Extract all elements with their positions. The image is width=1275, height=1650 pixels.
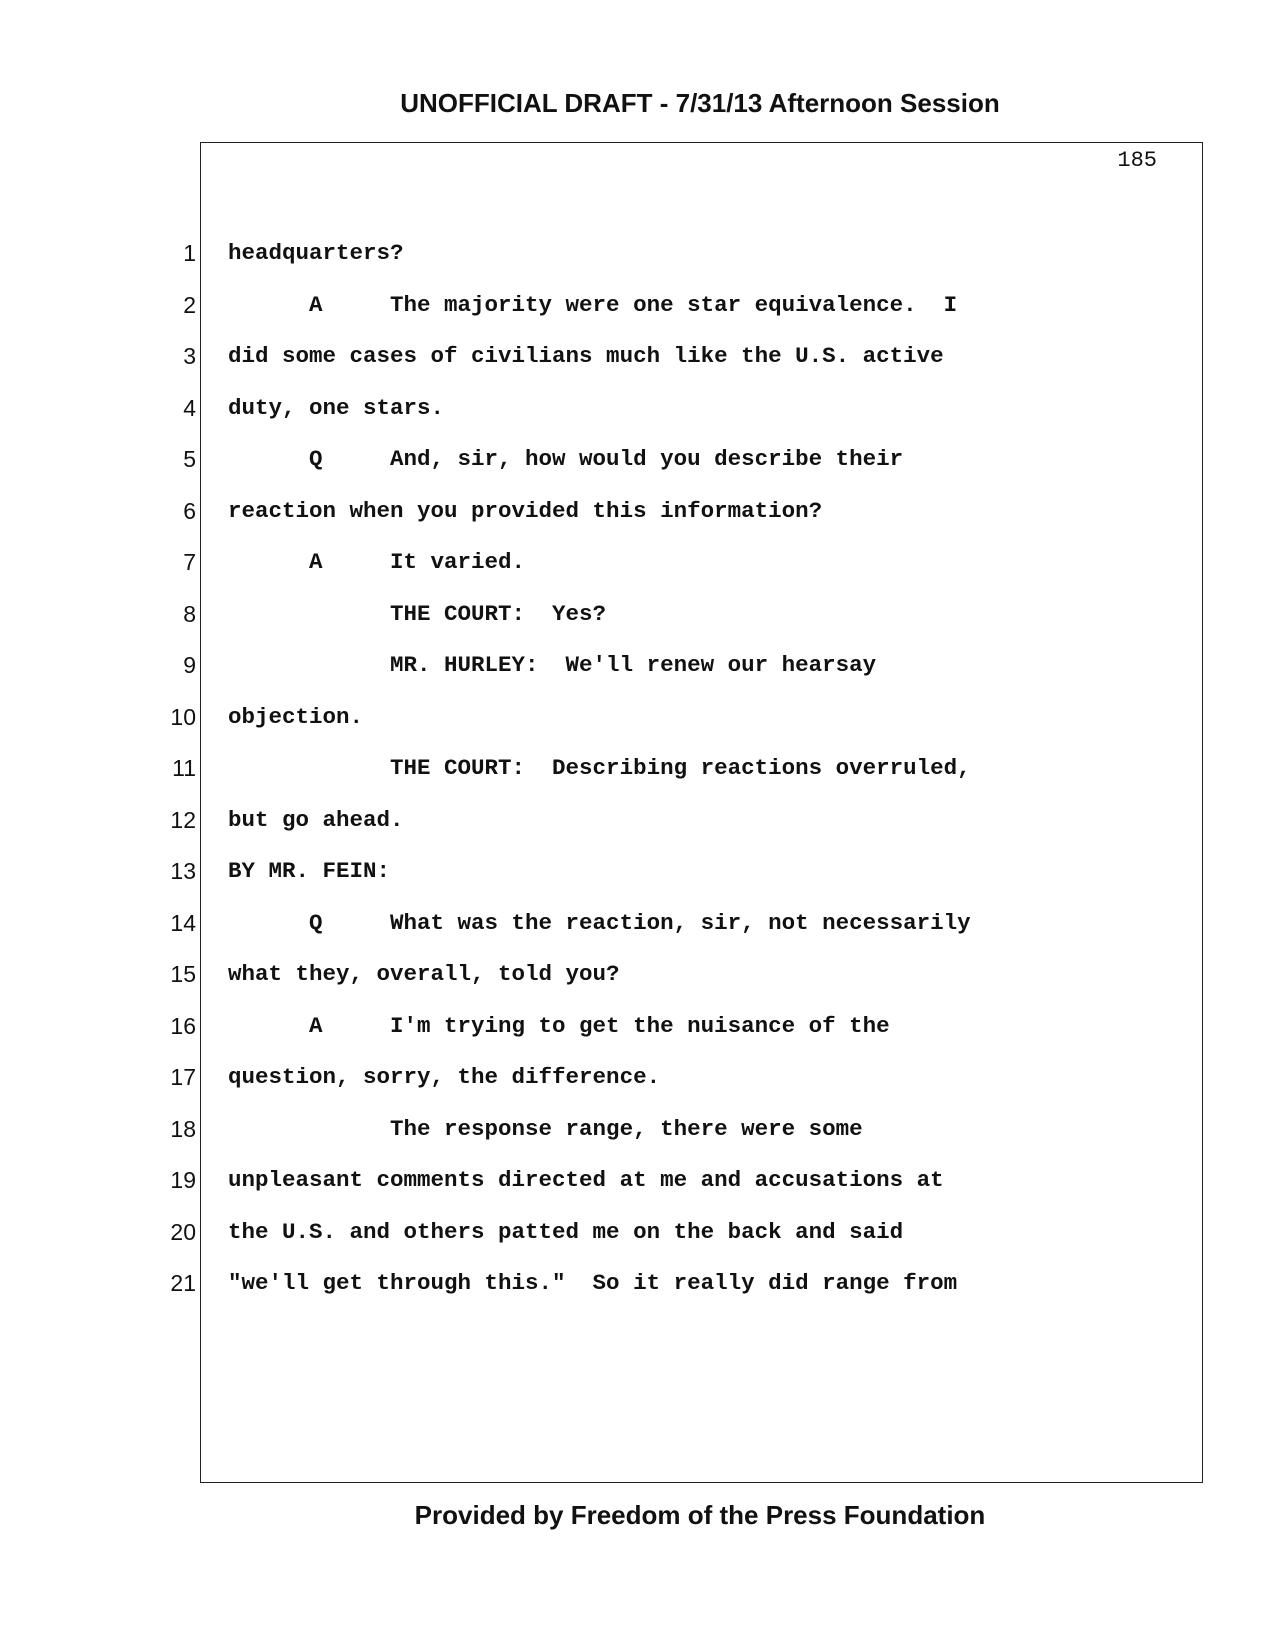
transcript-line [0, 289, 1275, 341]
transcript-line [0, 907, 1275, 959]
transcript-line [0, 1010, 1275, 1062]
line-number: 15 [170, 961, 196, 987]
line-number: 8 [183, 600, 196, 627]
line-number: 7 [183, 549, 196, 575]
line-text: reaction when you provided this information? [228, 497, 823, 524]
transcript-line [0, 701, 1275, 753]
line-number: 6 [183, 497, 196, 524]
line-number: 2 [183, 291, 196, 318]
line-number: 16 [170, 1012, 196, 1039]
line-number: 13 [170, 858, 196, 884]
line-text: Q What was the reaction, sir, not necessarily [228, 909, 971, 936]
transcript-line [0, 649, 1275, 701]
line-number: 10 [170, 703, 196, 730]
line-text: what they, overall, told you? [228, 961, 620, 987]
transcript-line [0, 1164, 1275, 1216]
page-header-title: UNOFFICIAL DRAFT - 7/31/13 Afternoon Session [400, 88, 1000, 118]
line-text: THE COURT: Describing reactions overruled, [228, 755, 971, 781]
line-number: 12 [170, 806, 196, 833]
line-text: THE COURT: Yes? [228, 600, 607, 627]
line-text: did some cases of civilians much like the U.S. active [228, 343, 944, 369]
line-text: Q And, sir, how would you describe their [228, 446, 904, 472]
line-text: The response range, there were some [228, 1115, 863, 1142]
transcript-line [0, 804, 1275, 856]
transcript-line [0, 237, 1275, 289]
line-text: objection. [228, 703, 364, 730]
line-text: A I'm trying to get the nuisance of the [228, 1012, 890, 1039]
line-number: 19 [170, 1167, 196, 1193]
transcript-line [0, 392, 1275, 444]
line-text: A The majority were one star equivalence. I [228, 291, 958, 318]
line-number: 21 [170, 1270, 196, 1296]
transcript-line [0, 1216, 1275, 1268]
line-number: 18 [170, 1115, 196, 1142]
line-text: but go ahead. [228, 806, 404, 833]
transcript-line [0, 1267, 1275, 1319]
transcript-line [0, 958, 1275, 1010]
line-text: MR. HURLEY: We'll renew our hearsay [228, 652, 877, 678]
page-number: 185 [1117, 148, 1157, 173]
line-number: 1 [183, 240, 196, 266]
line-number: 17 [170, 1064, 196, 1090]
line-number: 4 [183, 394, 196, 421]
transcript-line [0, 340, 1275, 392]
line-number: 3 [183, 343, 196, 369]
line-number: 9 [183, 652, 196, 678]
line-text: BY MR. FEIN: [228, 858, 391, 884]
transcript-line [0, 1113, 1275, 1165]
transcript-line [0, 598, 1275, 650]
line-number: 5 [183, 446, 196, 472]
transcript-line [0, 495, 1275, 547]
page-footer-credit: Provided by Freedom of the Press Foundation [414, 1500, 986, 1530]
transcript-line [0, 855, 1275, 907]
line-text: duty, one stars. [228, 394, 445, 421]
line-number: 11 [172, 755, 196, 781]
transcript-line [0, 443, 1275, 495]
line-text: question, sorry, the difference. [228, 1064, 661, 1090]
line-number: 14 [170, 909, 196, 936]
line-text: A It varied. [228, 549, 526, 575]
line-text: "we'll get through this." So it really did range from [228, 1270, 958, 1296]
line-number: 20 [170, 1218, 196, 1245]
line-text: the U.S. and others patted me on the back and said [228, 1218, 904, 1245]
line-text: unpleasant comments directed at me and accusations at [228, 1167, 944, 1193]
transcript-line [0, 752, 1275, 804]
transcript-line [0, 1061, 1275, 1113]
line-text: headquarters? [228, 240, 404, 266]
transcript-line [0, 546, 1275, 598]
